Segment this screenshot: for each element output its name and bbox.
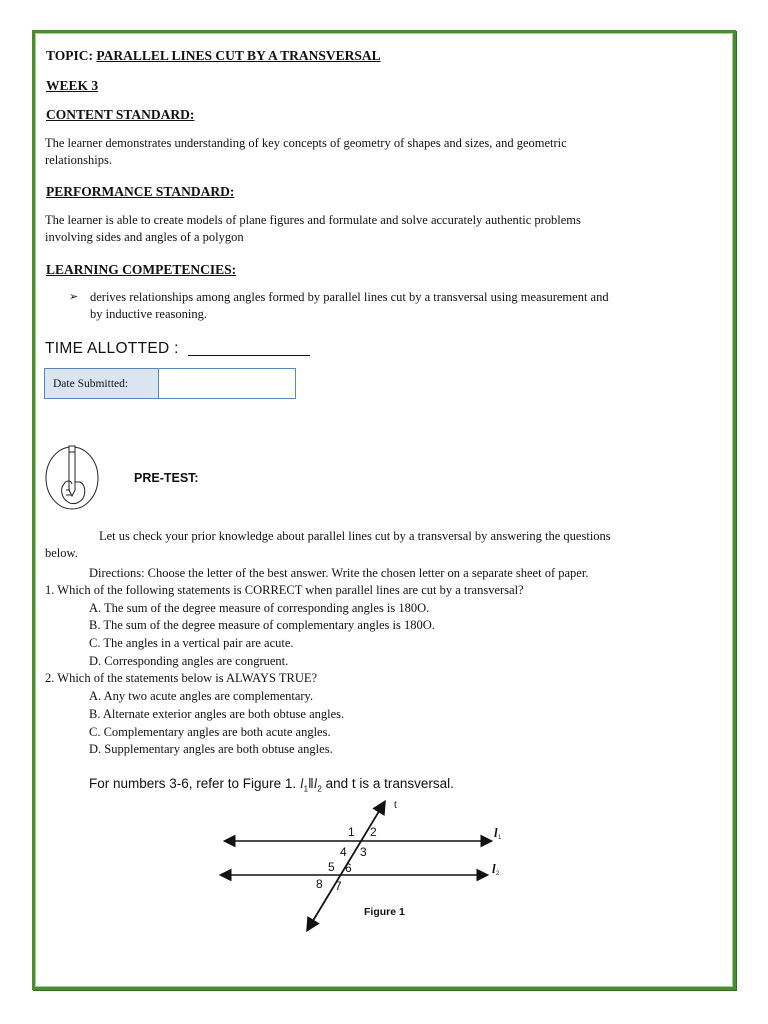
bullet-arrow-icon: ➢ xyxy=(69,291,79,303)
angle-1-label: 1 xyxy=(348,825,355,839)
angle-2-label: 2 xyxy=(370,825,377,839)
question-2-choice-d: D. Supplementary angles are both obtuse angles. xyxy=(89,742,333,756)
intro-line1: Let us check your prior knowledge about parallel lines cut by a transversal by answering the questions xyxy=(99,529,611,543)
week-label: WEEK 3 xyxy=(46,78,99,93)
content-standard-line1: The learner demonstrates understanding of key concepts of geometry of shapes and sizes, and geometric xyxy=(45,136,567,150)
figure-caption: Figure 1 xyxy=(364,906,405,918)
date-submitted-label: Date Submitted: xyxy=(45,369,159,398)
learning-competencies-heading: LEARNING COMPETENCIES: xyxy=(46,262,237,277)
figure-note-l1: l xyxy=(299,776,304,791)
time-allotted-blank[interactable] xyxy=(188,354,310,356)
figure-note-parallel-symbol: ‖ xyxy=(308,776,314,791)
pretest-title: PRE-TEST: xyxy=(134,471,199,485)
l1-label-group xyxy=(494,825,502,841)
content-standard-line2: relationships. xyxy=(45,153,113,167)
l1-sub: 1 xyxy=(498,835,502,841)
t-label: t xyxy=(394,800,397,811)
performance-standard-heading: PERFORMANCE STANDARD: xyxy=(46,184,235,199)
angle-4-label: 4 xyxy=(340,845,347,859)
question-2-choice-b: B. Alternate exterior angles are both obtuse angles. xyxy=(89,707,345,721)
angle-8-label: 8 xyxy=(316,877,323,891)
figure-note-prefix: For numbers 3-6, refer to Figure 1. xyxy=(89,776,297,791)
l2-label: l xyxy=(492,861,496,876)
angle-6-label: 6 xyxy=(345,861,352,875)
hand-pencil-icon xyxy=(44,440,100,512)
question-2-choice-a: A. Any two acute angles are complementary. xyxy=(89,689,314,703)
time-allotted-label: TIME ALLOTTED : xyxy=(45,340,179,357)
figure-note-l2: l xyxy=(313,776,318,791)
figure-note-sub2: 2 xyxy=(317,784,322,794)
topic-title: PARALLEL LINES CUT BY A TRANSVERSAL xyxy=(96,48,381,63)
competency-line2: by inductive reasoning. xyxy=(90,307,207,321)
performance-standard-line2: involving sides and angles of a polygon xyxy=(45,230,244,244)
intro-line2: below. xyxy=(45,546,78,560)
date-submitted-field[interactable] xyxy=(159,369,295,398)
directions-text: Directions: Choose the letter of the best answer. Write the chosen letter on a separate sheet of paper. xyxy=(89,566,589,580)
question-2-stem: 2. Which of the statements below is ALWAYS TRUE? xyxy=(45,671,318,685)
topic-label: TOPIC: xyxy=(46,48,97,63)
question-1-choice-a: A. The sum of the degree measure of corresponding angles is 180O. xyxy=(89,601,430,615)
question-1-choice-b: B. The sum of the degree measure of complementary angles is 180O. xyxy=(89,618,435,632)
content-standard-heading: CONTENT STANDARD: xyxy=(46,107,195,122)
date-submitted-box xyxy=(44,368,296,399)
angle-5-label: 5 xyxy=(328,860,335,874)
l1-label: l xyxy=(494,825,498,840)
figure-note xyxy=(89,776,454,794)
l2-sub: 2 xyxy=(496,871,500,877)
figure-note-suffix: and t is a transversal. xyxy=(321,776,454,791)
angle-3-label: 3 xyxy=(360,845,367,859)
l2-label-group xyxy=(492,861,500,877)
question-1-choice-d: D. Corresponding angles are congruent. xyxy=(89,654,289,668)
angle-7-label: 7 xyxy=(335,879,342,893)
question-2-choice-c: C. Complementary angles are both acute angles. xyxy=(89,725,331,739)
question-1-choice-c: C. The angles in a vertical pair are acute. xyxy=(89,636,294,650)
figure-1-diagram xyxy=(214,795,514,935)
performance-standard-line1: The learner is able to create models of plane figures and formulate and solve accurately authentic problems xyxy=(45,213,581,227)
competency-line1: derives relationships among angles formed by parallel lines cut by a transversal using measurement and xyxy=(90,290,609,304)
question-1-stem: 1. Which of the following statements is CORRECT when parallel lines are cut by a transversal? xyxy=(45,583,524,597)
topic-line xyxy=(46,48,381,64)
figure-note-sub1: 1 xyxy=(303,784,309,794)
